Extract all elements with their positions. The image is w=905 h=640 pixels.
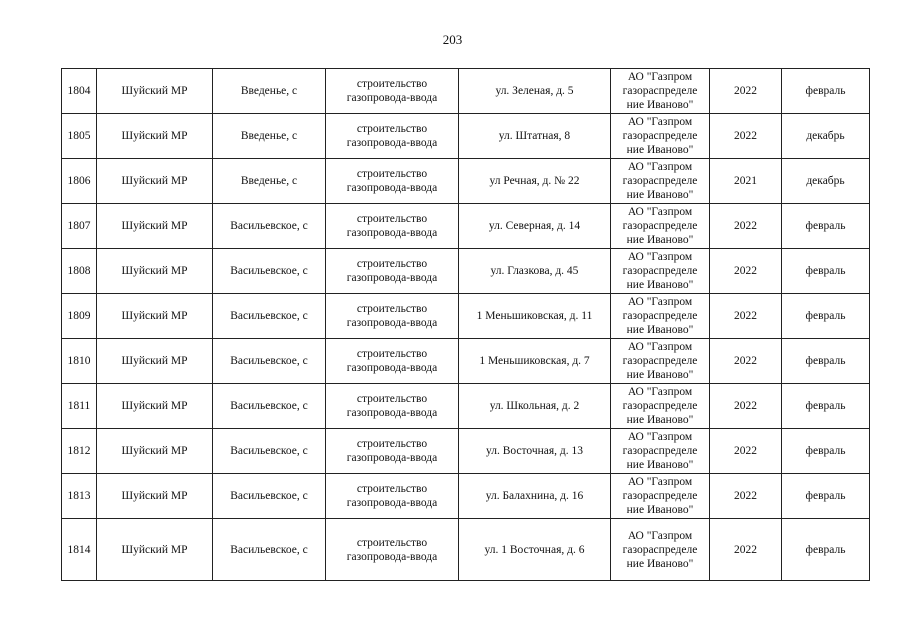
- table-row: [62, 204, 870, 249]
- work-type-cell-line: газопровода-ввода: [346, 92, 438, 104]
- work-type-cell-line: строительство: [356, 78, 428, 90]
- row-number-cell: 1809: [62, 294, 97, 339]
- organization-cell-line: ние Иваново": [626, 369, 694, 381]
- organization-cell-line: ние Иваново": [626, 189, 694, 201]
- organization-cell-line: газораспределе: [622, 445, 698, 457]
- work-type-cell-line: газопровода-ввода: [346, 452, 438, 464]
- organization-cell-line: ние Иваново": [626, 504, 694, 516]
- work-type-cell: [326, 69, 459, 114]
- table-row: [62, 519, 870, 581]
- row-number-cell: 1810: [62, 339, 97, 384]
- table-row: [62, 294, 870, 339]
- work-type-cell: [326, 339, 459, 384]
- work-type-cell: [326, 429, 459, 474]
- address-cell: ул. Школьная, д. 2: [459, 384, 611, 429]
- row-number-cell: 1814: [62, 519, 97, 581]
- work-type-cell: [326, 204, 459, 249]
- organization-cell-line: газораспределе: [622, 543, 698, 556]
- row-number-cell: 1804: [62, 69, 97, 114]
- locality-cell: Васильевское, с: [213, 294, 326, 339]
- district-cell: Шуйский МР: [97, 339, 213, 384]
- row-number-cell: 1805: [62, 114, 97, 159]
- work-type-cell: [326, 114, 459, 159]
- table-row: [62, 159, 870, 204]
- organization-cell: [611, 114, 710, 159]
- year-cell: 2022: [710, 429, 782, 474]
- organization-cell: [611, 159, 710, 204]
- address-cell: 1 Меньшиковская, д. 7: [459, 339, 611, 384]
- work-type-cell-line: газопровода-ввода: [346, 272, 438, 284]
- locality-cell: Введенье, с: [213, 114, 326, 159]
- address-cell: ул. Штатная, 8: [459, 114, 611, 159]
- organization-cell-line: ние Иваново": [626, 459, 694, 471]
- work-type-cell-line: газопровода-ввода: [346, 497, 438, 509]
- address-cell: ул. Зеленая, д. 5: [459, 69, 611, 114]
- month-cell: декабрь: [782, 159, 870, 204]
- work-type-cell-line: строительство: [356, 483, 428, 495]
- locality-cell: Введенье, с: [213, 159, 326, 204]
- table-row: [62, 384, 870, 429]
- organization-cell-line: АО "Газпром: [627, 251, 693, 263]
- work-type-cell-line: строительство: [356, 123, 428, 135]
- organization-cell-line: газораспределе: [622, 400, 698, 412]
- address-cell: ул. Балахнина, д. 16: [459, 474, 611, 519]
- work-type-cell: [326, 384, 459, 429]
- year-cell: 2022: [710, 384, 782, 429]
- organization-cell: [611, 69, 710, 114]
- work-type-cell-line: строительство: [356, 258, 428, 270]
- organization-cell-line: газораспределе: [622, 490, 698, 502]
- organization-cell-line: АО "Газпром: [627, 386, 693, 398]
- work-type-cell-line: строительство: [356, 213, 428, 225]
- month-cell: февраль: [782, 429, 870, 474]
- organization-cell-line: АО "Газпром: [627, 206, 693, 218]
- district-cell: Шуйский МР: [97, 519, 213, 581]
- organization-cell-line: АО "Газпром: [627, 341, 693, 353]
- organization-cell-line: АО "Газпром: [627, 71, 693, 83]
- work-type-cell-line: газопровода-ввода: [346, 182, 438, 194]
- district-cell: Шуйский МР: [97, 114, 213, 159]
- work-type-cell-line: строительство: [356, 168, 428, 180]
- row-number-cell: 1807: [62, 204, 97, 249]
- district-cell: Шуйский МР: [97, 159, 213, 204]
- row-number-cell: 1808: [62, 249, 97, 294]
- month-cell: февраль: [782, 294, 870, 339]
- table-body: [62, 69, 870, 581]
- table-row: [62, 249, 870, 294]
- organization-cell-line: газораспределе: [622, 130, 698, 142]
- organization-cell-line: газораспределе: [622, 265, 698, 277]
- address-cell: ул Речная, д. № 22: [459, 159, 611, 204]
- work-type-cell: [326, 294, 459, 339]
- organization-cell-line: АО "Газпром: [627, 116, 693, 128]
- work-type-cell: [326, 519, 459, 581]
- page-number: 203: [442, 32, 463, 47]
- organization-cell: [611, 429, 710, 474]
- row-number-cell: 1812: [62, 429, 97, 474]
- organization-cell: [611, 249, 710, 294]
- locality-cell: Введенье, с: [213, 69, 326, 114]
- month-cell: февраль: [782, 249, 870, 294]
- gas-connection-table: [61, 68, 870, 581]
- locality-cell: Васильевское, с: [213, 384, 326, 429]
- organization-cell: [611, 519, 710, 581]
- organization-cell-line: ние Иваново": [626, 557, 694, 570]
- work-type-cell-line: строительство: [356, 438, 428, 450]
- organization-cell: [611, 294, 710, 339]
- year-cell: 2022: [710, 204, 782, 249]
- year-cell: 2022: [710, 474, 782, 519]
- month-cell: февраль: [782, 384, 870, 429]
- district-cell: Шуйский МР: [97, 384, 213, 429]
- locality-cell: Васильевское, с: [213, 474, 326, 519]
- organization-cell-line: ние Иваново": [626, 414, 694, 426]
- organization-cell: [611, 339, 710, 384]
- month-cell: декабрь: [782, 114, 870, 159]
- address-cell: ул. Северная, д. 14: [459, 204, 611, 249]
- row-number-cell: 1811: [62, 384, 97, 429]
- year-cell: 2022: [710, 114, 782, 159]
- work-type-cell-line: газопровода-ввода: [346, 227, 438, 239]
- work-type-cell: [326, 249, 459, 294]
- table-row: [62, 339, 870, 384]
- year-cell: 2022: [710, 519, 782, 581]
- year-cell: 2022: [710, 294, 782, 339]
- organization-cell-line: газораспределе: [622, 220, 698, 232]
- year-cell: 2022: [710, 249, 782, 294]
- locality-cell: Васильевское, с: [213, 429, 326, 474]
- row-number-cell: 1813: [62, 474, 97, 519]
- organization-cell-line: ние Иваново": [626, 234, 694, 246]
- table-row: [62, 114, 870, 159]
- work-type-cell-line: газопровода-ввода: [346, 317, 438, 329]
- work-type-cell-line: газопровода-ввода: [346, 407, 438, 419]
- table-row: [62, 474, 870, 519]
- organization-cell: [611, 204, 710, 249]
- district-cell: Шуйский МР: [97, 294, 213, 339]
- organization-cell: [611, 384, 710, 429]
- organization-cell-line: ние Иваново": [626, 324, 694, 336]
- district-cell: Шуйский МР: [97, 249, 213, 294]
- work-type-cell-line: строительство: [356, 393, 428, 405]
- work-type-cell-line: строительство: [356, 536, 428, 549]
- organization-cell-line: АО "Газпром: [627, 529, 693, 542]
- address-cell: ул. Глазкова, д. 45: [459, 249, 611, 294]
- address-cell: 1 Меньшиковская, д. 11: [459, 294, 611, 339]
- work-type-cell-line: газопровода-ввода: [346, 137, 438, 149]
- organization-cell-line: ние Иваново": [626, 144, 694, 156]
- month-cell: февраль: [782, 474, 870, 519]
- month-cell: февраль: [782, 519, 870, 581]
- organization-cell-line: АО "Газпром: [627, 161, 693, 173]
- work-type-cell-line: газопровода-ввода: [346, 362, 438, 374]
- locality-cell: Васильевское, с: [213, 519, 326, 581]
- year-cell: 2022: [710, 339, 782, 384]
- organization-cell-line: газораспределе: [622, 310, 698, 322]
- organization-cell-line: газораспределе: [622, 85, 698, 97]
- organization-cell-line: АО "Газпром: [627, 476, 693, 488]
- work-type-cell: [326, 159, 459, 204]
- district-cell: Шуйский МР: [97, 204, 213, 249]
- organization-cell-line: ние Иваново": [626, 279, 694, 291]
- organization-cell-line: АО "Газпром: [627, 431, 693, 443]
- district-cell: Шуйский МР: [97, 429, 213, 474]
- locality-cell: Васильевское, с: [213, 339, 326, 384]
- organization-cell-line: газораспределе: [622, 355, 698, 367]
- locality-cell: Васильевское, с: [213, 204, 326, 249]
- year-cell: 2022: [710, 69, 782, 114]
- month-cell: февраль: [782, 69, 870, 114]
- organization-cell-line: ние Иваново": [626, 99, 694, 111]
- work-type-cell-line: газопровода-ввода: [346, 550, 438, 563]
- organization-cell-line: АО "Газпром: [627, 296, 693, 308]
- district-cell: Шуйский МР: [97, 69, 213, 114]
- row-number-cell: 1806: [62, 159, 97, 204]
- month-cell: февраль: [782, 339, 870, 384]
- month-cell: февраль: [782, 204, 870, 249]
- table-row: [62, 69, 870, 114]
- work-type-cell-line: строительство: [356, 348, 428, 360]
- address-cell: ул. 1 Восточная, д. 6: [459, 519, 611, 581]
- year-cell: 2021: [710, 159, 782, 204]
- locality-cell: Васильевское, с: [213, 249, 326, 294]
- organization-cell: [611, 474, 710, 519]
- table-row: [62, 429, 870, 474]
- work-type-cell: [326, 474, 459, 519]
- address-cell: ул. Восточная, д. 13: [459, 429, 611, 474]
- district-cell: Шуйский МР: [97, 474, 213, 519]
- work-type-cell-line: строительство: [356, 303, 428, 315]
- organization-cell-line: газораспределе: [622, 175, 698, 187]
